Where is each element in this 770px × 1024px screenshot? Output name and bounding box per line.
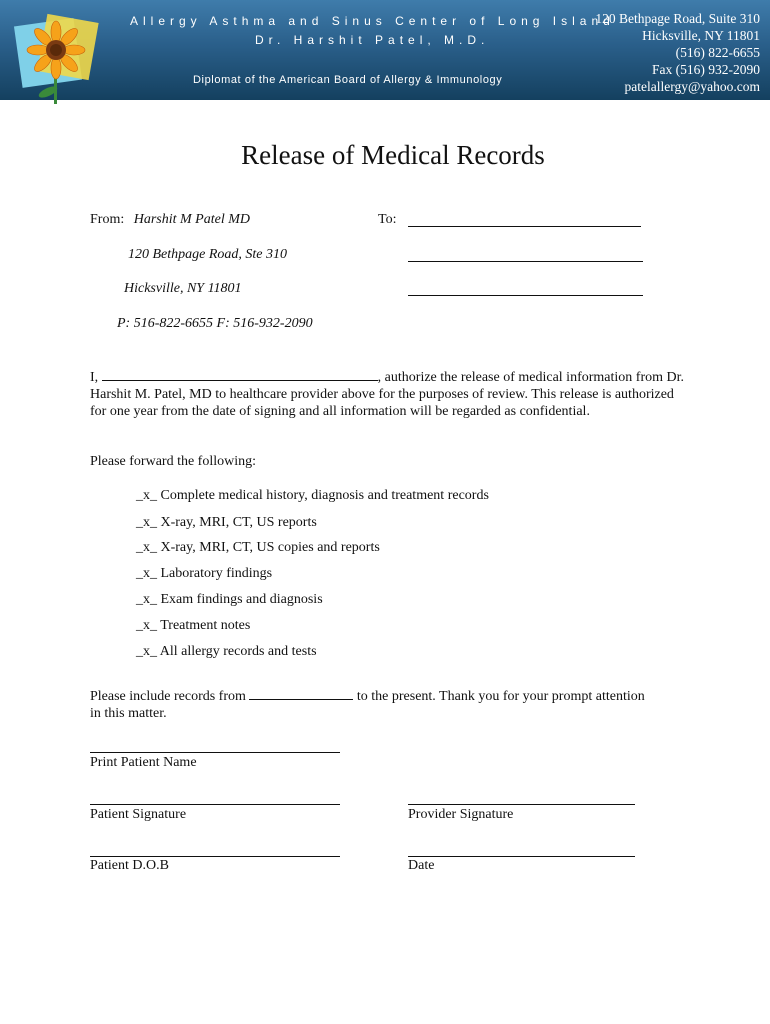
date-line[interactable] bbox=[408, 856, 635, 857]
checklist-item: _x_ Exam findings and diagnosis bbox=[136, 592, 323, 607]
from-row bbox=[90, 212, 250, 228]
letterhead-banner bbox=[0, 0, 770, 100]
to-line-3[interactable] bbox=[408, 295, 643, 296]
authorization-paragraph bbox=[90, 368, 690, 420]
checklist-item: _x_ X-ray, MRI, CT, US copies and reports bbox=[136, 540, 380, 555]
provider-signature-line[interactable] bbox=[408, 804, 635, 805]
date-label: Date bbox=[408, 858, 435, 873]
email: patelallergy@yahoo.com bbox=[624, 79, 760, 94]
to-line-2[interactable] bbox=[408, 261, 643, 262]
patient-name-blank[interactable] bbox=[102, 368, 378, 381]
address-line2: Hicksville, NY 11801 bbox=[642, 28, 760, 43]
records-request-suffix: to the present. Thank you for your prompt attention in this matter. bbox=[90, 689, 645, 721]
phone: (516) 822-6655 bbox=[675, 45, 760, 60]
patient-signature-line[interactable] bbox=[90, 804, 340, 805]
from-label: From: bbox=[90, 212, 125, 227]
authorization-body: , authorize the release of medical information from Dr. Harshit M. Patel, MD to healthcare provider above for the purposes of review. This release is authorized for one year from the date of signing and all information will be regarded as confidential. bbox=[90, 370, 684, 419]
doctor-name: Dr. Harshit Patel, M.D. bbox=[255, 33, 490, 47]
records-request-paragraph bbox=[90, 687, 650, 722]
authorization-prefix: I, bbox=[90, 370, 99, 385]
checklist-item: _x_ Treatment notes bbox=[136, 618, 251, 633]
forward-heading: Please forward the following: bbox=[90, 454, 257, 469]
practice-address-block bbox=[595, 10, 760, 95]
checklist-item: _x_ Laboratory findings bbox=[136, 566, 273, 581]
page-title: Release of Medical Records bbox=[241, 140, 545, 170]
checklist-item: _x_ X-ray, MRI, CT, US reports bbox=[136, 515, 317, 530]
from-name: Harshit M Patel MD bbox=[133, 212, 250, 227]
checklist-item: _x_ Complete medical history, diagnosis and treatment records bbox=[136, 488, 489, 503]
address-line1: 120 Bethpage Road, Suite 310 bbox=[595, 11, 760, 26]
to-label: To: bbox=[378, 212, 397, 227]
provider-signature-label: Provider Signature bbox=[408, 807, 514, 822]
patient-signature-label: Patient Signature bbox=[90, 807, 187, 822]
records-from-date-blank[interactable] bbox=[249, 687, 353, 700]
checklist-item: _x_ All allergy records and tests bbox=[136, 644, 317, 659]
practice-name: Allergy Asthma and Sinus Center of Long Island bbox=[130, 14, 615, 28]
board-certification: Diplomat of the American Board of Allergy & Immunology bbox=[193, 74, 503, 86]
patient-dob-line[interactable] bbox=[90, 856, 340, 857]
from-phones: P: 516-822-6655 F: 516-932-2090 bbox=[117, 316, 313, 331]
patient-dob-label: Patient D.O.B bbox=[90, 858, 169, 873]
records-request-prefix: Please include records from bbox=[90, 689, 246, 704]
to-line-1[interactable] bbox=[408, 226, 641, 227]
print-name-line[interactable] bbox=[90, 752, 340, 753]
sunflower-icon bbox=[12, 12, 102, 108]
from-street: 120 Bethpage Road, Ste 310 bbox=[128, 247, 288, 262]
from-city: Hicksville, NY 11801 bbox=[124, 281, 242, 296]
fax: Fax (516) 932-2090 bbox=[652, 62, 760, 77]
print-name-label: Print Patient Name bbox=[90, 755, 197, 770]
